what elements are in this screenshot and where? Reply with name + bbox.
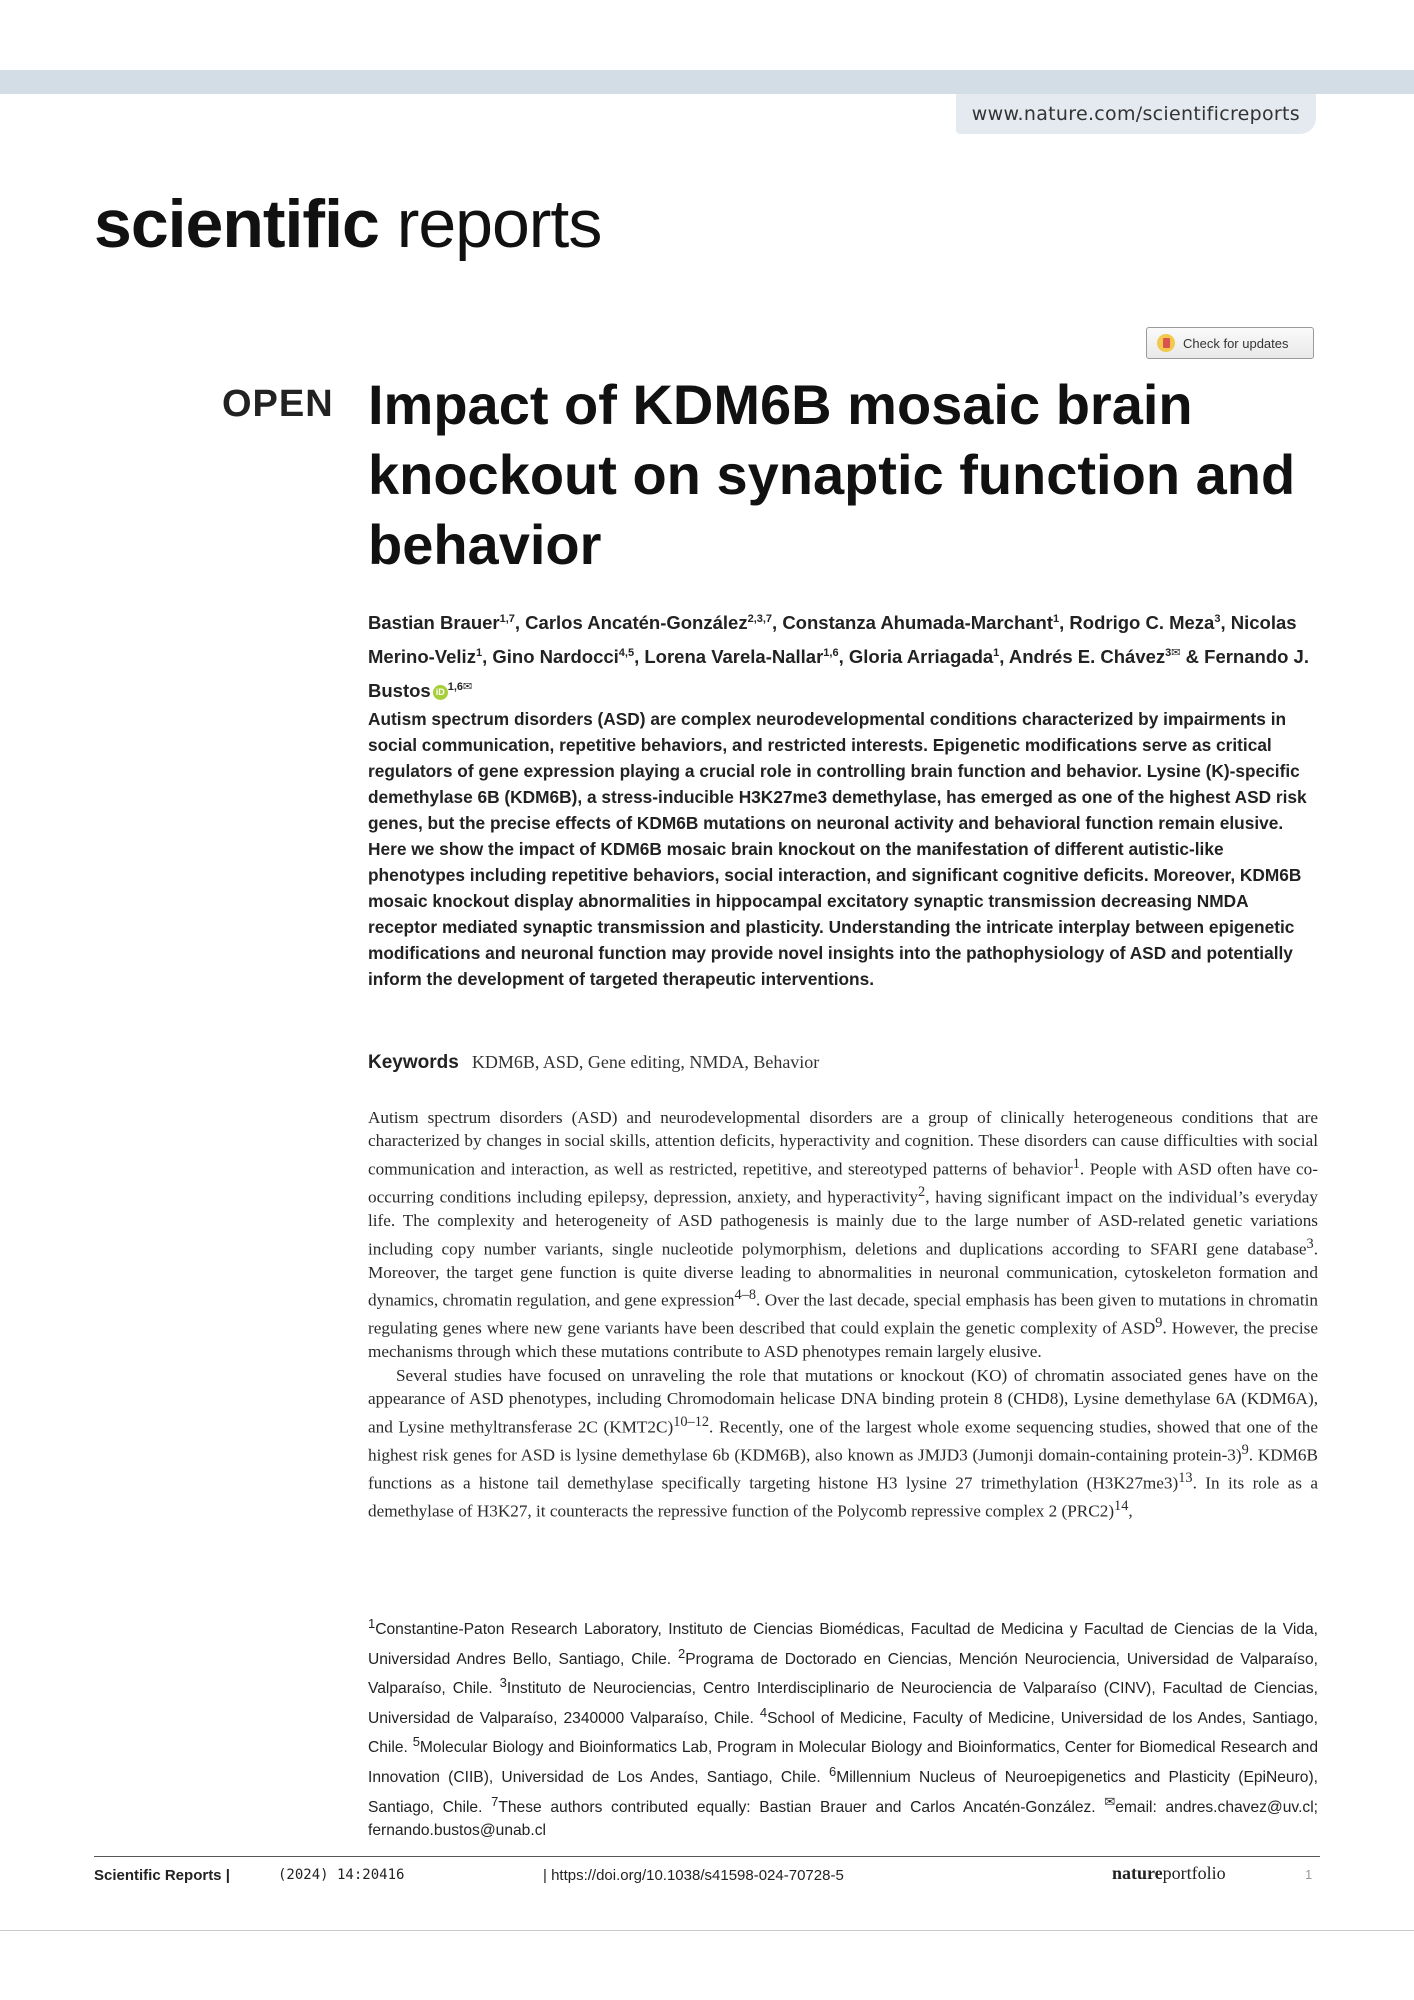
top-band xyxy=(0,70,1414,94)
crossmark-icon xyxy=(1157,334,1175,352)
journal-url[interactable]: www.nature.com/scientificreports xyxy=(956,94,1316,134)
journal-logo-bold: scientific xyxy=(94,186,379,262)
open-access-label: OPEN xyxy=(222,383,334,425)
article-title: Impact of KDM6B mosaic brain knockout on synaptic function and behavior xyxy=(368,373,1296,576)
footer-rule xyxy=(94,1856,1320,1857)
keywords-label: Keywords xyxy=(368,1052,459,1073)
nature-portfolio-logo xyxy=(1112,1863,1226,1884)
body-paragraph-2: Several studies have focused on unraveling the role that mutations or knockout (KO) of chromatin associated genes have on the appearance of ASD phenotypes, including Chromodomain helicase DNA binding protein 8 (CHD8), Lysine demethylase 6A (KDM6A), and Lysine methyltransferase 2C $(KMT2C)^{10-12}$. Recently, one of the largest whole exome sequencing studies, showed that one of the highest risk genes for ASD is lysine demethylase 6b (KDM6B), also known as JMJD3 (Jumonji domain-containing protein-3)$^9$. KDM6B functions as a histone tail demethylase specifically targeting histone H3 lysine 27 trimethylation $(H3K27me3)^{13}$. In its role as a demethylase of H3K27, it counteracts the repressive function of the Polycomb repressive complex 2 $(PRC2)^{14}$, xyxy=(368,1365,1318,1521)
keywords-value: KDM6B, ASD, Gene editing, NMDA, Behavior xyxy=(471,1052,820,1072)
author-list: Bastian Brauer$^{1,7}$, Carlos Ancatén-González$^{2,3,7}$, Constanza Ahumada-Marchant$^1$, Rodrigo C. Meza$^3$, Nicolas Merino-Veliz$^1$, Gino Nardocci$^{4,5}$, Lorena Varela-Nallar$^{1,6}$, Gloria Arriagada$^1$, Andrés E. Chávez$^{3✉}$ & Fernando J. Bustos iD $^{1,6✉}$ xyxy=(368,612,1309,702)
footer-doi-link[interactable]: | https://doi.org/10.1038/s41598-024-70728-5 xyxy=(543,1867,844,1884)
page-number: 1 xyxy=(1305,1867,1313,1882)
body-paragraph-1: Autism spectrum disorders (ASD) and neurodevelopmental disorders are a group of clinically heterogeneous conditions that are characterized by changes in social skills, attention deficits, hyperactivity and cognition. These disorders can cause difficulties with social communication and interaction, as well as restricted, repetitive, and stereotyped patterns of behavior$^1$. People with ASD often have co-occurring conditions including epilepsy, depression, anxiety, and hyperactivity$^2$, having significant impact on the individual’s everyday life. The complexity and heterogeneity of ASD pathogenesis is mainly due to the large number of ASD-related genetic variations including copy number variants, single nucleotide polymorphism, deletions and duplications according to SFARI gene database$^3$. Moreover, the target gene function is quite diverse leading to abnormalities in neuronal communication, cytoskeleton formation and dynamics, chromatin regulation, and gene expression$^{4-8}$. Over the last decade, special emphasis has been given to mutations in chromatin regulating genes where new gene variants have been described that could explain the genetic complexity of ASD$^9$. However, the precise mechanisms through which these mutations contribute to ASD phenotypes remain largely elusive. xyxy=(368,1108,1319,1362)
check-updates-label: Check for updates xyxy=(1183,335,1289,351)
affiliations: $^1$Constantine-Paton Research Laboratory, Instituto de Ciencias Biomédicas, Facultad de Medicina y Facultad de Ciencias de la Vida, Universidad Andres Bello, Santiago, Chile. $^2$Programa de Doctorado en Ciencias, Mención Neurociencia, Universidad de Valparaíso, Valparaíso, Chile. $^3$Instituto de Neurociencias, Centro Interdisciplinario de Neurociencia de Valparaíso (CINV), Facultad de Ciencias, Universidad de Valparaíso, 2340000 Valparaíso, Chile. $^4$School of Medicine, Faculty of Medicine, Universidad de los Andes, Santiago, Chile. $^5$Molecular Biology and Bioinformatics Lab, Program in Molecular Biology and Bioinformatics, Center for Biomedical Research and Innovation (CIIB), Universidad de Los Andes, Santiago, Chile. $^6$Millennium Nucleus of Neuroepigenetics and Plasticity (EpiNeuro), Santiago, Chile. $^7$These authors contributed equally: Bastian Brauer and Carlos Ancatén-González. ✉email: andres.chavez@uv.cl; fernando.bustos@unab.cl xyxy=(368,1616,1319,1840)
footer-volume: (2024) 14:20416 xyxy=(278,1867,405,1883)
brand-bold: nature xyxy=(1112,1863,1163,1883)
brand-light: portfolio xyxy=(1162,1863,1226,1883)
footer-journal: Scientific Reports | xyxy=(94,1867,230,1884)
abstract: Autism spectrum disorders (ASD) are complex neurodevelopmental conditions characterized by impairments in social communication, repetitive behaviors, and restricted interests. Epigenetic modifications serve as critical regulators of gene expression playing a crucial role in controlling brain function and behavior. Lysine (K)-specific demethylase 6B (KDM6B), a stress-inducible H3K27me3 demethylase, has emerged as one of the highest ASD risk genes, but the precise effects of KDM6B mutations on neuronal activity and behavioral function remain elusive. Here we show the impact of KDM6B mosaic brain knockout on the manifestation of different autistic-like phenotypes including repetitive behaviors, social interaction, and significant cognitive deficits. Moreover, KDM6B mosaic knockout display abnormalities in hippocampal excitatory synaptic transmission decreasing NMDA receptor mediated synaptic transmission and plasticity. Understanding the intricate interplay between epigenetic modifications and neuronal function may provide novel insights into the pathophysiology of ASD and potentially inform the development of targeted therapeutic interventions. xyxy=(368,709,1307,989)
check-updates-button[interactable] xyxy=(1146,327,1314,359)
journal-logo xyxy=(94,185,601,263)
body-text xyxy=(368,1106,1318,1523)
bottom-rule xyxy=(0,1930,1414,1931)
keywords xyxy=(368,1052,1318,1074)
journal-logo-light: reports xyxy=(396,186,602,262)
